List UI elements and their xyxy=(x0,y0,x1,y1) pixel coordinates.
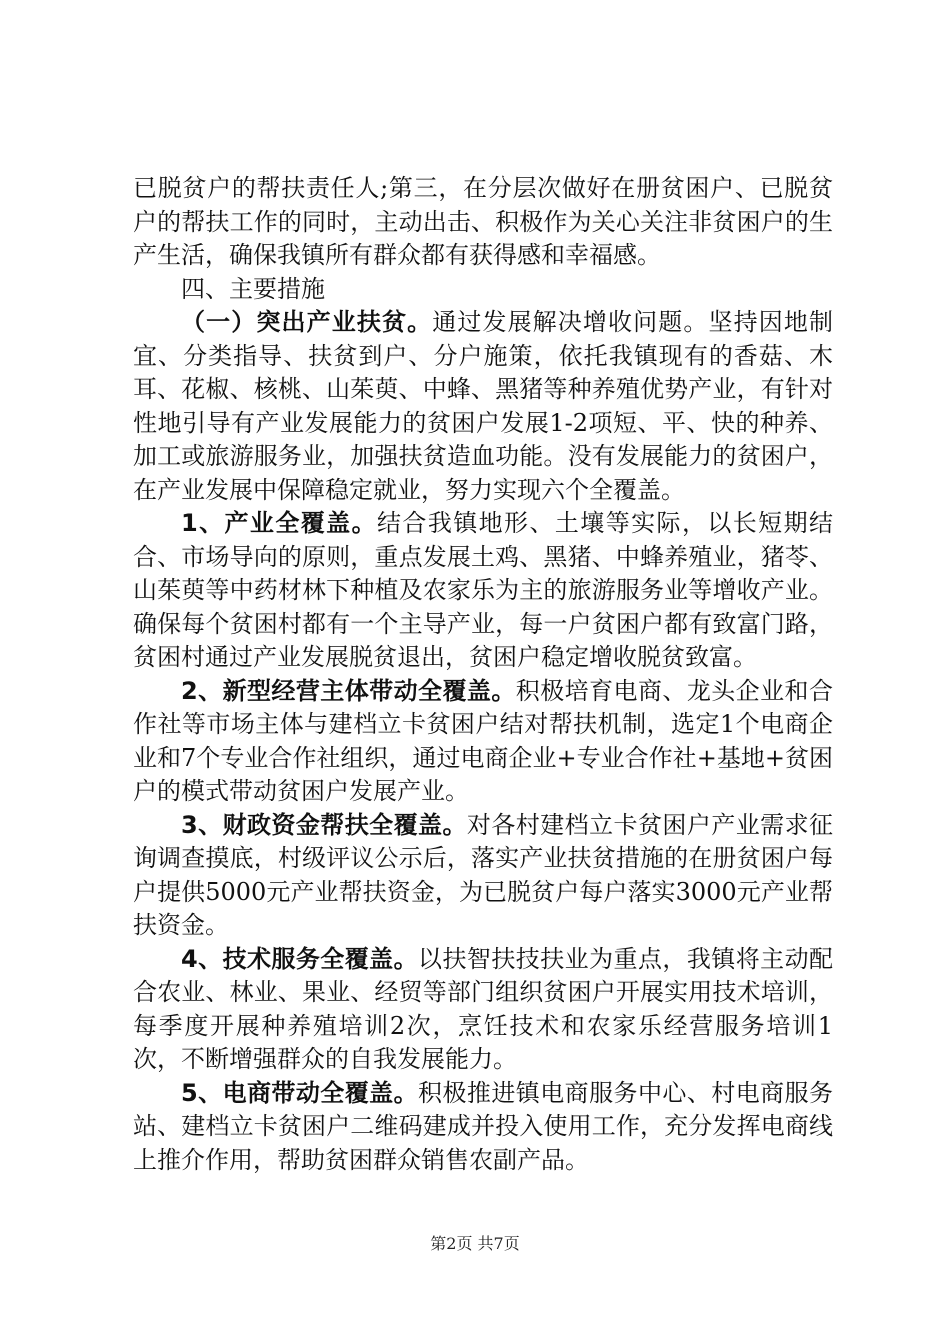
paragraph-lead: 2、新型经营主体带动全覆盖。 xyxy=(181,676,516,705)
paragraph-item-2 xyxy=(133,675,833,809)
paragraph-text: 已脱贫户的帮扶责任人;第三，在分层次做好在册贫困户、已脱贫户的帮扶工作的同时，主动出击、积极作为关心关注非贫困户的生产生活，确保我镇所有群众都有获得感和幸福感。 xyxy=(133,174,833,269)
page-number-footer: 第2页 共7页 xyxy=(430,1234,520,1253)
paragraph-text: 积极培育电商、龙头企业和合作社等市场主体与建档立卡贫困户结对帮扶机制，选定1个电商企业和7个专业合作社组织，通过电商企业+专业合作社+基地+贫困户的模式带动贫困户发展产业。 xyxy=(133,676,833,805)
document-body xyxy=(133,172,833,1177)
paragraph-lead: 4、技术服务全覆盖。 xyxy=(181,944,419,973)
paragraph-lead: （一）突出产业扶贫。 xyxy=(181,308,433,336)
paragraph-industry-poverty xyxy=(133,306,833,507)
paragraph-lead: 5、电商带动全覆盖。 xyxy=(181,1078,419,1107)
paragraph-item-4 xyxy=(133,943,833,1077)
paragraph-text: 对各村建档立卡贫困户产业需求征询调查摸底，村级评议公示后，落实产业扶贫措施的在册贫困户每户提供5000元产业帮扶资金，为已脱贫户每户落实3000元产业帮扶资金。 xyxy=(133,810,834,939)
section-heading-text: 四、主要措施 xyxy=(181,274,325,303)
paragraph-item-5 xyxy=(133,1077,833,1178)
paragraph-item-1 xyxy=(133,507,833,675)
paragraph-text: 积极推进镇电商服务中心、村电商服务站、建档立卡贫困户二维码建成并投入使用工作，充分发挥电商线上推介作用，帮助贫困群众销售农副产品。 xyxy=(133,1078,833,1174)
paragraph-text: 以扶智扶技扶业为重点，我镇将主动配合农业、林业、果业、经贸等部门组织贫困户开展实用技术培训，每季度开展种养殖培训2次，烹饪技术和农家乐经营服务培训1次，不断增强群众的自我发展能力。 xyxy=(133,944,833,1073)
section-heading xyxy=(133,273,833,307)
paragraph-text: 结合我镇地形、土壤等实际，以长短期结合、市场导向的原则，重点发展土鸡、黑猪、中蜂养殖业，猪苓、山茱萸等中药材林下种植及农家乐为主的旅游服务业等增收产业。确保每个贫困村都有一个主导产业，每一户贫困户都有致富门路，贫困村通过产业发展脱贫退出，贫困户稳定增收脱贫致富。 xyxy=(133,509,834,671)
paragraph-lead: 3、财政资金帮扶全覆盖。 xyxy=(181,810,467,839)
paragraph-lead: 1、产业全覆盖。 xyxy=(181,509,377,537)
paragraph-continuation xyxy=(133,172,833,273)
paragraph-item-3 xyxy=(133,809,833,943)
paragraph-text: 通过发展解决增收问题。坚持因地制宜、分类指导、扶贫到户、分户施策，依托我镇现有的香菇、木耳、花椒、核桃、山茱萸、中蜂、黑猪等种养殖优势产业，有针对性地引导有产业发展能力的贫困户发展1-2项短、平、快的种养、加工或旅游服务业，加强扶贫造血功能。没有发展能力的贫困户，在产业发展中保障稳定就业，努力实现六个全覆盖。 xyxy=(133,308,834,504)
